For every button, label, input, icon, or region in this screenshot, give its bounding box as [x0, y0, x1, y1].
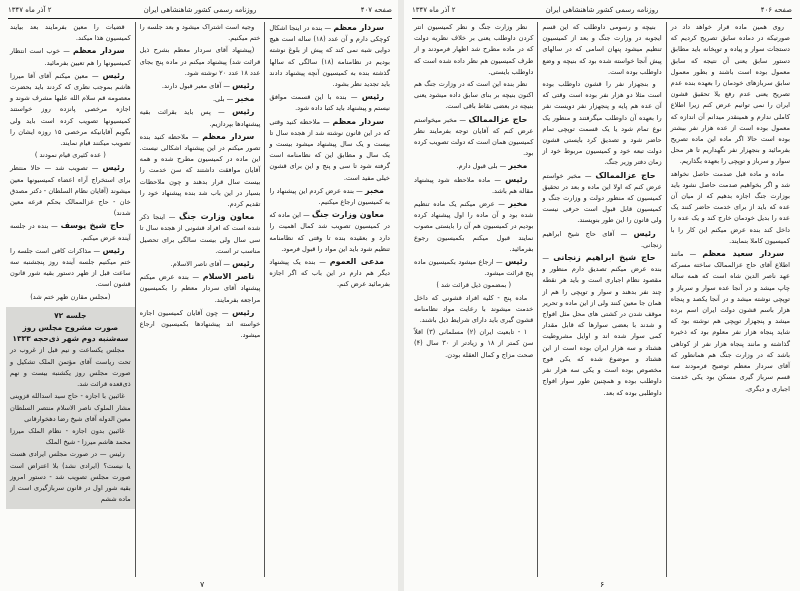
paragraph-text: نظر بنده این است که در وزارت جنگ هم اکنون بنیچه بر بنای سابق داده میشود یعنی بنیچه در بعضی نقاط باقی است.	[414, 80, 534, 111]
paragraph-text: ( بمضمون ذیل قرائت شد )	[436, 281, 512, 290]
paragraph	[140, 211, 261, 257]
paragraph	[269, 209, 390, 255]
paragraph-text: — آقای ناصر الاسلام.	[170, 260, 231, 269]
paragraph	[671, 248, 790, 395]
paragraph-text: و بنجهزار نفر را قشون داوطلب بوده است مثلا دو هزار نفر بوده است وقتی که آن عده هم پایه و پنجهزار نفر دویست نفر را بعهده آن داوطلب میگرفتند و منظور یک نوع تمام شود یا یک قسمت توپچی تمام حاضر شود و تصدیق کرد بایستی قشون دولت تبعه خود و کمیسیون مربوط خود از زمان دفتر وزیر جنگ.	[542, 80, 662, 167]
session-heading-box	[6, 307, 135, 509]
speaker-name: حاج شیخ یوسف	[60, 221, 125, 231]
page-number-label: صفحه ۴۰۶	[760, 6, 792, 14]
paragraph	[671, 22, 790, 168]
paragraph-text: — مخبر خواستم عرض کنم که اولا این ماده و بعد در تحقیق کمیسیون که منظور دولت و وزارت جنگ و کمیسیون قابل قبول است حرفی نیست ولی قانون را این طور بنویسند.	[542, 171, 662, 225]
speaker-name: معاون وزارت جنگ	[311, 210, 384, 220]
speaker-name: رئیس	[102, 245, 125, 255]
paragraph	[10, 220, 131, 243]
speaker-name: مخبر	[365, 185, 384, 195]
speaker-name: رئیس	[102, 70, 125, 80]
paragraph	[140, 258, 261, 270]
paragraph	[140, 45, 261, 79]
issue-date: ۲ آذر ماه ۱۳۴۷	[412, 6, 456, 14]
paragraph	[10, 70, 131, 149]
paragraph-text: (مجلس مقارن ظهر ختم شد)	[30, 292, 111, 301]
paragraph-text: — تصویب شد — حالا منتظر برای استخراج آراء اعضاء کمیسیونها معین میشوند (آقایان نظام السلطان - دکتر مصدق خان - حاج عزالممالک بحکم قرعه معین شدند)	[9, 164, 131, 218]
paragraph-text: — آقای معبر قبول دارند.	[161, 82, 231, 91]
issue-date: ۲ آذر ماه ۱۳۴۷	[8, 6, 52, 14]
text-column	[666, 22, 794, 577]
paragraph	[140, 22, 261, 44]
paragraph	[542, 79, 661, 169]
paragraph-text: — ملاحظه کنید بنده تصور میکنم در این پیشنهاد اشکالی نیست. این ماده در کمیسیون مطرح شده و همه آقایان موافقت داشتند که سن خدمت را بیست سال قرار بدهند و چون ملاحظات بسیار در این باب شد بنده پیشنهاد خود را تقدیم کردم.	[139, 132, 261, 209]
paragraph-text: — مانند اطلاع آقای حاج عزالممالک ساخته مسرکه عهد ناصر الدین شاه است که همه ساله چاپ میشد و در آنجا عده سوار و سرباز و توپچی نوشته میشد و در آنجا یکصد و پنجاه هزار باسم قشون دولت ایران اسم برده میشد و پنجهزار توپچی هم نوشته بود که شاید پنجاه هزار نفر معلوم بود که ذخیره گذاشته و مانند پنجاه هزار نفر از کوتاهی باشد که در وزارت جنگ هم همانطور که آقای سردار معظم توضیح فرمودند سه قسم سرباز گیری مسکن بود یکی خدمت اجباری و دیگری.	[670, 250, 790, 393]
paragraph-text: بنیچه و رسومی داوطلب که این قسم ایجوبه در وزارت جنگ و بعد از کمیسیون تنظیم میشود پنهان اسامی که در سالهای پیش آنجا خواسته شده بود که بنیچه و وضع داوطلب بوده است.	[542, 23, 662, 76]
paragraph	[10, 245, 131, 291]
paragraph-text: — بنده در اینجا اشکال کوچکی دارم و آن عدد (۱۸) ساله است هیچ دوایی شبه نمی کند که پیش از بلوغ نوشته بودیم در نظامنامه (۱۸) سالگی که سالها گذشته بنده به کمیسیون آنچه پیشنهاد دادند باید تجدید نظر بشود.	[269, 24, 390, 89]
paragraph-text: روی همین ماده قرار خواهد داد در صورتیکه در دماده سابق تصریح کردیم که دستجات سوار و پیاده و توپخانه باید مطابق دستور سابق یعنی آن نتیجه که سابق معمول بوده است باشند و بطور معمول سابق سربازهای خودمان را بعهده بنده عدم تصریح یعنی عدم رفع یلا تحقیق قشون ایران را نمی توانیم عرض کنم زیرا اطلاع کاملی ندارم و همینقدر میدانم آن اندازه که معمول بوده است از عده هزار نفر بیشتر بوده است حالا اگر ماده این ماده تصریح بفرمائید و بنجهزار نفر نگهداریم تا هر محل سوار و سرباز و توپچی را بعهده بگذاریم.	[670, 23, 790, 166]
paragraph-text: — بنده یک پیشنهاد دیگر هم دارم در این باب که اگر اجازه بفرمائید عرض کنم.	[269, 258, 390, 289]
paragraph	[414, 79, 533, 113]
paragraph: غائبین با اجازه - حاج سید اسدالله قزوینی مشار الملوک ناصر الاسلام منتصر السلطان معین الدوله آقای شیخ رضا دهخوارقانی	[9, 392, 131, 423]
paragraph-text: ماده پنج - کلیه افراد قشونی که داخل خدمت میشوند با رعایت مواد نظامنامه قشون گیری باید دارای شرایط ذیل باشند.	[414, 293, 534, 325]
speaker-name: رئیس	[232, 107, 255, 117]
page-number-label: صفحه ۴۰۷	[360, 6, 392, 14]
text-columns	[410, 22, 794, 577]
paragraph-text: — بنده عرض میکنم تصدیق دارم منظور و مقصود نظام اجباری است و باید هر نقطه چند نفر بدهند و سوار و توپچی را هم از همان جا معین کنند ولی از این ماده و تحریر موقف شدن در کشتی های محل مثل افواج و شدند با بعضی سوارها که قابل مقدار کمی سوار شده اند و اوایل مشروطیت هشتاد و سه هزار ایران بوده است از این هشتاد و موضوع شده که یکی فوج مخصوص بوده است و یکی سه هزار نفر داوطلب بوده و همچنین طور سوار افواج داوطلبی بوده که بعد.	[542, 254, 662, 397]
paragraph	[414, 280, 533, 291]
paragraph: غائبین بدون اجازه - نظام الملک میرزا محمد هاشم میرزا - شیخ الملک	[9, 426, 131, 447]
paragraph	[10, 292, 131, 303]
footer-page-number: ۶	[600, 580, 605, 589]
speaker-name: مدعی العموم	[329, 257, 384, 267]
paragraph-text: نظر وزارت جنگ و نظر کمیسیون انتر کردن داوطلب یعنی بر خلاف نظریه دولت که در ماده مطرح شد اظهار فرمودند و از طرف کمیسیون هم نظر داده شده است که داوطلب بایستی.	[414, 23, 534, 76]
paragraph	[269, 22, 390, 90]
paragraph	[140, 106, 261, 129]
footer-page-number: ۷	[200, 580, 205, 589]
paragraph-text: — اینجا ذکر شده است که افراد قشونی از هجده سال تا سی سال ولی بیست سالگی برای تحصیل مناسب تر است.	[139, 213, 261, 255]
paragraph-text: — بنده با این قسمت موافق نیستم و پیشنهاد باید کتبا داده شود.	[269, 93, 390, 113]
paragraph	[269, 116, 390, 184]
speaker-name: سردار معظم	[72, 46, 125, 56]
page-header	[412, 6, 792, 19]
paragraph	[140, 80, 261, 92]
paragraph	[269, 185, 390, 208]
paragraph-text: — پس باید بقرائت بقیه پیشنهادها بپردازیم.	[139, 108, 261, 128]
session-number: جلسه ۷۲	[54, 310, 87, 320]
paragraph	[414, 256, 533, 279]
speaker-name: مخبر	[508, 199, 528, 209]
speaker-name: مخبر	[508, 161, 528, 171]
paragraph-text: — ملاحظه کنید وقتی که در این قانون نوشته شد از هجده سال تا بیست و یک سال پیشنهاد میشود بیست و یک سال و مطابق این که نظامنامه است گرفته شود تا سی و پنج و این برای قشون خیلی مفید است.	[269, 117, 390, 182]
speaker-name: رئیس	[232, 81, 255, 91]
paragraph	[414, 160, 533, 172]
speaker-name: معاون وزارت جنگ	[179, 212, 255, 222]
speaker-name: رئیس	[633, 228, 656, 238]
paragraph	[10, 45, 131, 68]
paragraph-text: — این ماده که در کمیسیون تصویب شد کمال اهمیت را دارد و بعقیده بنده تا وقتی که نظامنامه تنظیم شود باید این مواد را قبول فرمود.	[269, 211, 390, 253]
paragraph-text: — چون آقایان کمیسیون اجازه خواسته اند پیشنهادها بکمیسیون ارجاع میشود.	[139, 308, 261, 340]
paragraph-text: (پیشنهاد آقای سردار معظم بشرح ذیل قرائت شد) پیشنهاد میکنم در ماده پنج بجای عدد ۱۸ عدد ۲۰ نوشته شود.	[139, 46, 261, 77]
page-header	[8, 6, 392, 19]
paragraph	[414, 198, 533, 255]
paragraph	[542, 252, 661, 399]
paragraph	[414, 327, 533, 361]
paragraph-text: — بلی قبول دارم.	[456, 162, 507, 171]
paragraph	[140, 93, 261, 105]
paragraph-text: قضیات را معین بفرمایند بعد بیایند کمیسیون هذا میکند.	[9, 23, 131, 43]
paragraph	[414, 22, 533, 78]
paragraph-text: — بلی.	[212, 95, 234, 104]
speaker-name: سردار معظم	[202, 131, 255, 141]
speaker-name: سردار معظم	[332, 116, 384, 126]
paragraph-text: ماده و ماده قبل صدمت حاصل نخواهد شد و اگر بخواهیم صدمت حاصل نشود باید بوزارت جنگ اجازه بدهیم که از میان آن عده که باید از برای خدمت حاضر کنند یک عده را بدیل خودمان خارج کند و یک عده را داخل کند بنده عرض میکنم این کار را با کمیسیون کاملا بنمایند.	[670, 169, 790, 245]
speaker-name: رئیس	[505, 257, 528, 267]
text-columns	[6, 22, 394, 577]
newspaper-title: روزنامه رسمی کشور شاهنشاهی ایران	[143, 6, 257, 14]
paragraph	[140, 131, 261, 210]
text-column	[537, 22, 665, 577]
paragraph-text: — بنده در جلسه آینده عرض میکنم.	[9, 222, 131, 242]
text-column	[135, 22, 265, 577]
paragraph-text: — معین میکنم آقای آقا میرزا هاشم بموجب نظری که کردند باید بحضرت معصومه قم سلام الله علیها مشرف شوند و اجازه مرخصی پانزده روز خواستند کمیسیونها تصویب کرده است باید ولی بگویم آقایانیکه مرخصی ۱۵ روزه ایشان را تصویب میکنند قیام نمایند.	[9, 71, 131, 148]
paragraph	[414, 114, 533, 160]
paragraph-text: ( عده کثیری قیام نمودند )	[34, 151, 106, 160]
paragraph-text: ۱ - تابعیت ایران (۲) مسلمانی (۳) اقلاً سن کمتر از ۱۸ و زیادتر از ۳۰ سال (۴) صحت مزاج و کمال العقله بودن.	[414, 328, 534, 359]
speaker-name: سردار معظم	[333, 23, 384, 32]
paragraph	[140, 271, 261, 306]
paragraph-text: — خوب است انتظار کمیسیونها را هم تعیین بفرمائید.	[9, 47, 131, 67]
speaker-name: رئیس	[505, 174, 528, 184]
speaker-name: حاج عزالممالک	[595, 170, 656, 180]
paragraph: مجلس یکساعت و نیم قبل از غروب در تحت ریاست آقای مؤتمن الملک تشکیل و صورت مجلس روز یکشنبه بیست و نهم ذی‌قعده قرائت شد.	[9, 346, 131, 389]
paragraph-text: وجیه است اشتراک میشود و بعد جلسه را ختم میکنیم.	[139, 23, 261, 43]
speaker-name: رئیس	[361, 92, 384, 102]
paragraph-text: — ماده ملاحظه شود پیشنهاد مقاله هم باشد.	[414, 175, 534, 195]
speaker-name: سردار سعید معظم	[702, 249, 784, 259]
speaker-name: رئیس	[232, 259, 255, 269]
paragraph-text: — آقای حاج شیخ ابراهیم زنجانی.	[542, 229, 662, 249]
paragraph: رئیس — در صورت مجلس ایرادی هست یا نیست؟ (ایرادی نشد) بلا اعتراض است صورت مجلس تصویب شد - دستور امروز بقیه شور اول در قانون سربازگیری است از ماده ششم	[9, 450, 131, 504]
paragraph-text: — عرض میکنم یک ماده تنظیم شده بود و آن ماده را اول پیشنهاد کرده بودیم در کمیسیون هم آن را بایستی مصوب نمایند قبول میکنم بکمیسیون رجوع بفرمائید.	[414, 200, 534, 253]
paragraph	[542, 170, 661, 227]
paragraph-text: — ارجاع میشود بکمیسیون ماده پنج قرائت میشود.	[414, 258, 534, 278]
text-column	[410, 22, 537, 577]
paragraph-text: — بنده عرض میکنم پیشنهاد آقای سردار معظم را بکمیسیون مراجعه بفرمایند.	[139, 273, 261, 304]
paragraph	[671, 169, 790, 247]
paragraph	[414, 174, 533, 197]
paragraph	[414, 293, 533, 327]
speaker-name: رئیس	[102, 163, 125, 173]
paragraph	[269, 256, 390, 291]
paragraph	[542, 228, 661, 251]
paragraph	[10, 150, 131, 161]
newspaper-title: روزنامه رسمی کشور شاهنشاهی ایران	[545, 6, 659, 14]
text-column	[6, 22, 135, 577]
speaker-name: حاج شیخ ابراهیم زنجانی	[553, 253, 656, 263]
paragraph	[10, 22, 131, 44]
paragraph	[10, 162, 131, 219]
paragraph	[140, 307, 261, 342]
paragraph	[542, 22, 661, 78]
speaker-name: ناصر الاسلام	[202, 272, 255, 282]
speaker-name: رئیس	[232, 307, 255, 317]
paragraph-text: — مخبر میخواستم عرض کنم که آقایان توجه بفرمایند نظر کمیسیون همان است که دولت تصویب کرده بود.	[414, 115, 534, 158]
paragraph-text: — بنده عرض کردم این پیشنهاد را به کمیسیون ارجاع میکنیم.	[269, 186, 390, 207]
paragraph-text: — مذاکرات کافی است جلسه را ختم میکنیم جلسه آینده روز پنجشنبه سه ساعت قبل از ظهر دستور بقیه شور قانون قشون است.	[9, 246, 131, 289]
speaker-name: حاج عزالممالک	[468, 114, 528, 124]
session-title: صورت مشروح مجلس روز سه‌شنبه دوم شهر ذی‌حجه ۱۳۳۳	[12, 323, 129, 344]
text-column	[264, 22, 394, 577]
page-406	[404, 0, 800, 591]
paragraph	[269, 91, 390, 114]
speaker-name: مخبر	[235, 94, 255, 104]
